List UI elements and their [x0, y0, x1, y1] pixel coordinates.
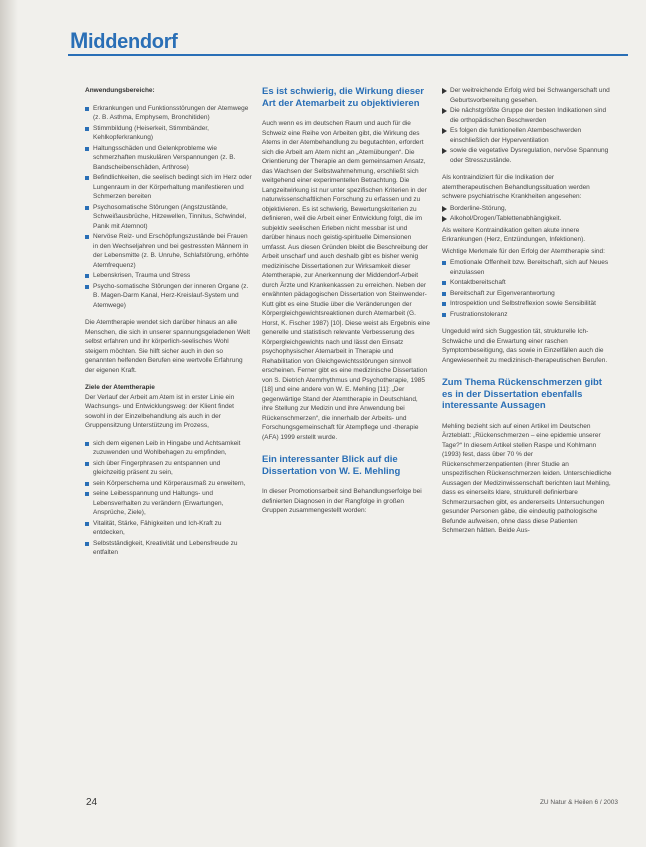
application-heading: Anwendungsbereiche:	[85, 87, 155, 94]
list-item: Borderline-Störung,	[442, 204, 612, 214]
journal-footer: ZU Natur & Heilen 6 / 2003	[539, 799, 618, 806]
contra-list	[442, 204, 612, 224]
list-item: Kontaktbereitschaft	[442, 278, 612, 288]
list-item: Alkohol/Drogen/Tablettenabhängigkeit.	[442, 214, 612, 224]
list-item: seine Leibesspannung und Haltungs- und Lebensverhalten zu verändern (Erwartungen, Ansprüche, Ziele),	[85, 489, 253, 518]
section-heading: Ziele der Atemtherapie	[85, 384, 155, 391]
body-paragraph: Der Verlauf der Arbeit am Atem ist in erster Linie ein Wachsungs- und Entwicklungsweg: der Klient findet sowohl in der Einzelbehandlung als auch in der Gruppensitzung Unterstützung im Prozess,	[85, 393, 235, 429]
body-paragraph: Als weitere Kontraindikation gelten akute innere Erkrankungen (Herz, Entzündungen, Infektionen).	[442, 226, 586, 243]
page-shadow	[0, 0, 18, 847]
success-list	[442, 258, 612, 319]
title-rule	[68, 54, 628, 56]
body-paragraph: Mehling bezieht sich auf einen Artikel im Deutschen Ärzteblatt: „Rückenschmerzen – eine epidemie unserer Tage?“ In diesem Artikel stellen Raspe und Kohlmann (1993) fest, dass über 70 % der Rückenschmerzenpatienten (ihrer Studie an unspezifischen Rückenschmerzen leiden. Unterschiedliche Aussagen der Medizinwissenschaft berichten laut Mehling, dass es einerseits klare, strukturell definierbare Schmerzursachen gibt, es andererseits Untersuchungen gesunder Personen gäbe, die eindeutig pathologische Befunde aufweisen, ohne dass diese Patienten Schmerzen hätten. Beide Aus-	[442, 422, 612, 534]
list-item: Psycho-somatische Störungen der inneren Organe (z. B. Magen-Darm Kanal, Herz-Kreislauf-System und Atemwege)	[85, 282, 253, 311]
list-item: Der weitreichende Erfolg wird bei Schwangerschaft und Geburtsvorbereitung gesehen.	[442, 86, 612, 105]
body-paragraph: Auch wenn es im deutschen Raum und auch für die Schweiz eine Reihe von Arbeiten gibt, die Wirkung des Atems in der Atembehandlung zu begutachten, erfordert sich die Arbeit am Atem nicht an „Atemübungen“. Die Orientierung der Therapie an dem gemeinsamen Ansatz, das Wachsen der Selbstwahrnehmung, erschließt sich weitgehend einer experimentellen Betrachtung. Die Langzeitwirkung ist nur unter spezifischen Kriterien in der naturwissenschaftlichen Forschung zu erfassen und zu objektivieren. Es ist schwierig, Bewertungskriterien zu definieren, weil die Arbeit einer Entwicklung folgt, die im subjektiv seelischen Erleben nicht messbar ist und darüber hinaus noch geistig-spirituelle Dimensionen umfasst. Aus diesen Gründen bleibt die Beschreibung der Arbeit unscharf und auch deshalb gibt es bisher wenig medizinische Dissertationen zur Wirksamkeit dieser Atemtherapie, zur Anerkennung der Middendorf-Arbeit durch Ärzte und Krankenkassen zu erreichen. Neben der erwähnten pädagogischen Dissertation von Steinwender-Kutt gibt es eine Studie über die Veränderungen der Körpergleichgewichtsreaktionen durch Atemarbeit (G. Horst, K. Fischer 1987) [10]. Diese weist als Ergebnis eine generelle und statistisch relevante Verbesserung des Körpergleichgewichts nach und lässt den Einsatz psychophysischer Atemarbeit in Therapie und Rehabilitation von Gleichgewichtsstörungen sinnvoll erscheinen. Ferner gibt es eine medizinische Dissertation von S. Dietrich Atemrhythmus und Psychotherapie, 1985 [18] und eine andere von W. E. Mehling [11]: „Der gegenwärtige Stand der Atemtherapie in Deutschland, ihre Stellung zur Medizin und ihre Anwendung bei Rückenschmerzen“, die innerhalb der Arbeits- und Forschungsgemeinschaft für Atempflege und -therapie (AFA) 1999 erstellt wurde.	[262, 120, 430, 441]
list-item: Lebenskrisen, Trauma und Stress	[85, 271, 253, 281]
list-item: Vitalität, Stärke, Fähigkeiten und Ich-Kraft zu entdecken,	[85, 519, 253, 538]
section-heading: Ein interessanter Blick auf die Dissertation von W. E. Mehling	[262, 454, 401, 477]
list-item: Psychosomatische Störungen (Angstzustände, Schweißausbrüche, Hitzewellen, Tinnitus, Schwindel, Panik mit Atemnot)	[85, 203, 253, 232]
body-paragraph: In dieser Promotionsarbeit sind Behandlungserfolge bei definierten Diagnosen in der Rangfolge in großen Gruppen zusammengestellt worden:	[262, 488, 422, 514]
list-item: Introspektion und Selbstreflexion sowie Sensibilität	[442, 299, 612, 309]
list-item: Frustrationstoleranz	[442, 310, 612, 320]
column-middle	[262, 86, 430, 524]
section-heading: Es ist schwierig, die Wirkung dieser Art der Atemarbeit zu objektivieren	[262, 86, 424, 109]
application-list	[85, 104, 253, 311]
list-item: Es folgen die funktionellen Atembeschwerden einschließlich der Hyperventilation	[442, 126, 612, 145]
column-right	[442, 86, 612, 544]
body-paragraph: Ungeduld wird sich Suggestion tät, strukturelle Ich-Schwäche und die Erwartung einer raschen Symptombeseitigung, das sowie in Einzelfällen auch die Angewiesenheit zu medizinisch-therapeutischen Berufen.	[442, 328, 608, 364]
body-paragraph: Als kontraindiziert für die Indikation der atemtherapeutischen Behandlungssituation werden schwere psychiatrische Krankheiten angesehen:	[442, 174, 590, 200]
list-item: Stimmbildung (Heiserkeit, Stimmbänder, Kehlkopferkrankung)	[85, 124, 253, 143]
page-number: 24	[86, 797, 98, 808]
list-item: Emotionale Offenheit bzw. Bereitschaft, sich auf Neues einzulassen	[442, 258, 612, 277]
list-item: Nervöse Reiz- und Erschöpfungszustände bei Frauen in den Wechseljahren und bei gestressten Männern in der Lebensmitte (z. B. Unruhe, Schlafstörung, erhöhte Atemfrequenz)	[85, 232, 253, 270]
list-item: sowie die vegetative Dysregulation, nervöse Spannung oder Stresszustände.	[442, 146, 612, 165]
list-item: sich über Fingerphrasen zu entspannen und gleichzeitig präsent zu sein,	[85, 459, 253, 478]
result-list	[442, 86, 612, 165]
section-heading: Zum Thema Rückenschmerzen gibt es in der Dissertation ebenfalls interessante Aussagen	[442, 377, 602, 411]
page-title	[70, 28, 178, 54]
list-item: Haltungsschäden und Gelenkprobleme wie schmerzhaften muskulären Verspannungen (z. B. Bandscheibenschäden, Arthrose)	[85, 144, 253, 173]
body-paragraph: Die Atemtherapie wendet sich darüber hinaus an alle Menschen, die sich in unserer spannungsgeladenen Welt selbst erfahren und ihr körperlich-seelisches Wohl steigern möchten. Sie hilft sicher auch in den so genannten helfenden Berufen eine wertvolle Erfahrung der eigenen Kraft.	[85, 319, 251, 374]
column-left	[85, 86, 253, 566]
list-item: Bereitschaft zur Eigenverantwortung	[442, 289, 612, 299]
list-item: Erkrankungen und Funktionsstörungen der Atemwege (z. B. Asthma, Emphysem, Bronchitiden)	[85, 104, 253, 123]
goal-list	[85, 439, 253, 558]
title-initial: M	[70, 28, 89, 53]
list-item: Selbstständigkeit, Kreativität und Lebensfreude zu entfalten	[85, 539, 253, 558]
list-item: Die nächstgrößte Gruppe der besten Indikationen sind die orthopädischen Beschwerden	[442, 106, 612, 125]
list-item: Befindlichkeiten, die seelisch bedingt sich im Herz oder Lungenraum in der Körperhaltung manifestieren und Schmerzen bereiten	[85, 173, 253, 202]
title-rest: iddendorf	[88, 31, 178, 53]
body-paragraph: Wichtige Merkmale für den Erfolg der Atemtherapie sind:	[442, 247, 605, 255]
list-item: sich dem eigenen Leib in Hingabe und Achtsamkeit zuzuwenden und Wohlbehagen zu empfinden,	[85, 439, 253, 458]
list-item: sein Körperschema und Körperausmaß zu erweitern,	[85, 479, 253, 489]
